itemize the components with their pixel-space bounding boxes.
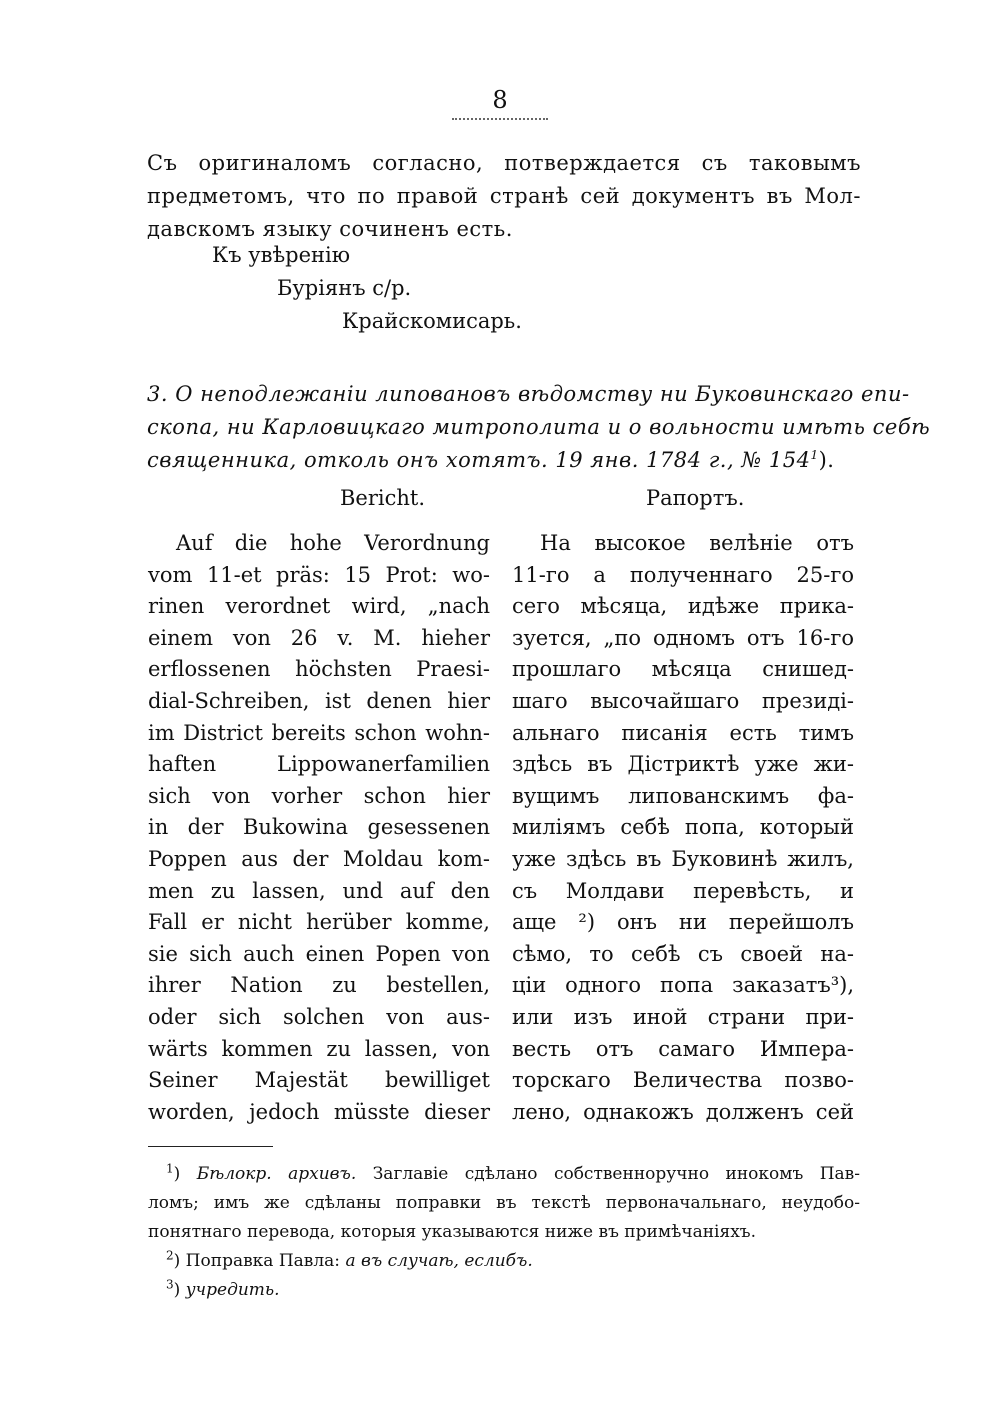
page-number-rule [452,118,548,120]
column-line: sie sich auch einen Popen von [148,941,490,966]
column-line: Fall er nicht herüber komme, [148,910,490,935]
column-line: 11-го а полученнаго 25-го [512,562,854,587]
section-heading [147,378,931,477]
column-line: einem von 26 v. M. hieher [148,625,490,650]
footnote-1-line: ломъ; имъ же сдѣланы поправки въ текстѣ первоначальнаго, неудобо- [148,1193,860,1213]
column-line: Auf die hohe Verordnung [176,531,490,555]
column-line: На высокое велѣніе отъ [540,531,854,555]
footnote-mark: 3 [166,1277,174,1292]
column-line: in der Bukowina gesessenen [148,815,490,840]
column-line: сего мѣсяца, идѣже прика- [512,594,854,619]
attestation: Къ увѣренію [212,243,350,267]
column-line: сѣмо, то себѣ съ своей на- [512,941,854,966]
column-line: ціи одного попа заказатъ³), [512,973,854,998]
column-line: лено, однакожъ долженъ сей [512,1099,854,1124]
intro-line: давскомъ языку сочиненъ есть. [147,217,513,241]
left-column-german [148,528,490,1128]
heading-line: 3. О неподлежаніи липовановъ вѣдомству ни Буковинскаго епи- [147,382,910,406]
column-line: men zu lassen, und auf den [148,878,490,903]
column-line: vom 11-et präs: 15 Prot: wo- [148,562,490,587]
column-line: rinen verordnet wird, „nach [148,594,490,619]
column-line: Seiner Majestät bewilliget [148,1068,490,1093]
column-line: вущимъ липованскимъ фа- [512,783,854,808]
column-line: Poppen aus der Moldau kom- [148,846,490,871]
column-line: dial-Schreiben, ist denen hier [148,688,490,713]
footnote-source: Бѣлокр. архивъ. [196,1164,357,1184]
column-line: весть отъ самаго Импера- [512,1036,854,1061]
column-line: шаго высочайшаго президі- [512,688,854,713]
heading-line-last [147,444,861,477]
intro-paragraph [147,147,861,246]
footnote-mark: 2 [166,1248,174,1263]
footnote-3: $^3$) учредить. [166,1277,280,1300]
column-line: sich von vorher schon hier [148,783,490,808]
footnote-text: Заглавіе сдѣлано собственноручно инокомъ Пав- [356,1164,860,1184]
column-line: oder sich solchen von aus- [148,1004,490,1029]
footnote-2: $^2$) Поправка Павла: а въ случаѣ, еслибъ. [166,1248,533,1271]
footnote-text: Поправка Павла: [180,1251,346,1271]
column-line: worden, jedoch müsste dieser [148,1099,490,1124]
column-line: haften Lippowanerfamilien [148,752,490,777]
column-line: альнаго писанія есть тимъ [512,720,854,745]
footnote-ref: 1 [810,448,819,462]
signer-title: Крайскомисарь. [342,309,522,333]
column-line: ihrer Nation zu bestellen, [148,973,490,998]
heading-tail: ). [818,448,835,472]
intro-line: предметомъ, что по правой странѣ сей документъ въ Мол- [147,184,861,208]
right-column-russian [512,528,854,1128]
footnote-1-line: понятнаго перевода, которыя указываются ниже въ примѣчаніяхъ. [148,1222,756,1242]
column-line: съ Молдави перевѣсть, и [512,878,854,903]
right-column-title: Рапортъ. [646,486,745,510]
column-line: здѣсь въ Дістриктѣ уже жи- [512,752,854,777]
column-line: im District bereits schon wohn- [148,720,490,745]
footnote-correction: учредить. [185,1280,280,1300]
footnote-1-line: $^1$) Бѣлокр. архивъ. Заглавіе сдѣлано собственноручно инокомъ Пав- [166,1161,860,1184]
heading-line: скопа, ни Карловицкаго митрополита и о вольности имѣть себѣ [147,415,931,439]
column-line: миліямъ себѣ попа, который [512,815,854,840]
footnote-rule [148,1146,273,1147]
page-number: 8 [492,86,508,114]
intro-line: Съ оригиналомъ согласно, потверждается съ таковымъ [147,151,861,175]
column-line: аще ²) онъ ни перейшолъ [512,910,854,935]
column-line: erflossenen höchsten Praesi- [148,657,490,682]
left-column-title: Bericht. [340,486,426,510]
column-line: уже здѣсь въ Буковинѣ жилъ, [512,846,854,871]
column-line: зуется, „по одномъ отъ 16-го [512,625,854,650]
heading-line-text: священника, отколь онъ хотятъ. 19 янв. 1784 г., № 154 [147,448,811,472]
column-line: wärts kommen zu lassen, von [148,1036,490,1061]
column-line: прошлаго мѣсяца снишед- [512,657,854,682]
signature: Буріянъ с/р. [277,276,412,300]
footnotes [148,1160,860,1305]
footnote-correction: а въ случаѣ, еслибъ. [345,1251,533,1271]
column-line: торскаго Величества позво- [512,1068,854,1093]
footnote-mark: 1 [166,1161,174,1176]
column-line: или изъ иной страни при- [512,1004,854,1029]
